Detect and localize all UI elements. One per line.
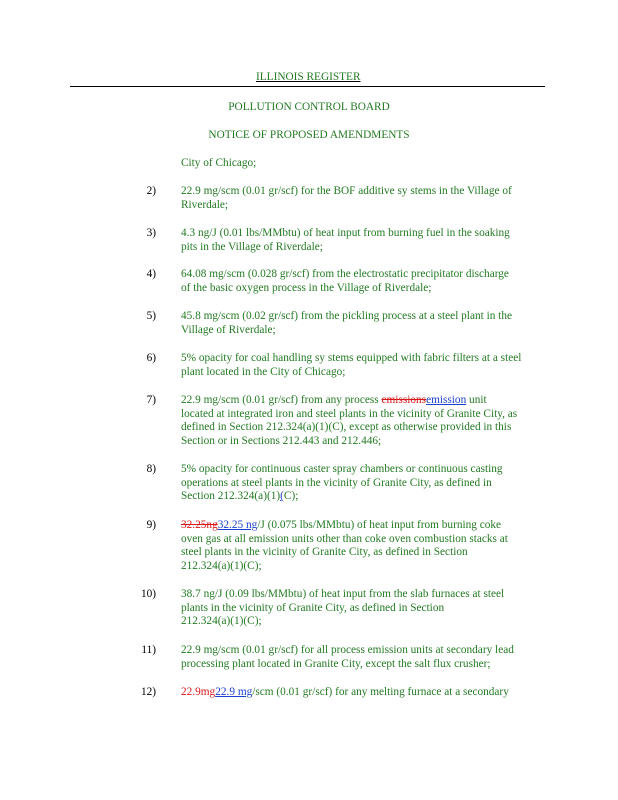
item-text [181, 588, 551, 629]
item-text [181, 268, 551, 295]
item-line: operations at steel plants in the vicinity of Granite City, as defined in [181, 476, 492, 489]
item-number: 4) [146, 268, 156, 280]
item-line: 64.08 mg/scm (0.028 gr/scf) from the electrostatic precipitator discharge [181, 268, 509, 280]
item-text [181, 644, 551, 671]
item-text [181, 185, 551, 212]
item-line: plant located in the City of Chicago; [181, 365, 346, 378]
item-number: 11) [141, 644, 156, 656]
board-name: POLLUTION CONTROL BOARD [228, 101, 390, 113]
item-line: processing plant located in Granite City, except the salt flux crusher; [181, 657, 491, 670]
item-line: 4.3 ng/J (0.01 lbs/MMbtu) of heat input from burning fuel in the soaking [181, 227, 510, 239]
deleted-text: 32.25ng [181, 519, 218, 531]
item-number: 7) [146, 394, 156, 406]
item-number: 3) [146, 227, 156, 239]
item-line: located at integrated iron and steel plants in the vicinity of Granite City, as [181, 407, 518, 420]
item-line: 38.7 ng/J (0.09 lbs/MMbtu) of heat input from the slab furnaces at steel [181, 588, 505, 600]
item-number: 8) [146, 463, 156, 475]
item-line-segment: /J (0.075 lbs/MMbtu) of heat input from burning coke [257, 519, 502, 531]
item-line-segment: /scm (0.01 gr/scf) for any melting furnace at a secondary [252, 686, 509, 698]
item-line: oven gas at all emission units other than coke oven combustion stacks at [181, 532, 508, 545]
item-text [181, 394, 551, 448]
item-number: 10) [140, 588, 156, 600]
item-line: 5% opacity for continuous caster spray chambers or continuous casting [181, 463, 503, 475]
item-line: 212.324(a)(1)(C); [181, 615, 262, 628]
item-number: 9) [146, 519, 156, 531]
item-number: 6) [146, 352, 156, 364]
item-number: 2) [146, 185, 156, 197]
item-line: Section or in Sections 212.443 and 212.446; [181, 434, 382, 447]
inserted-text: 22.9 mg [215, 686, 253, 698]
item-line: 45.8 mg/scm (0.02 gr/scf) from the pickling process at a steel plant in the [181, 310, 512, 322]
item-line: pits in the Village of Riverdale; [181, 240, 323, 253]
inserted-text: 32.25 ng [217, 519, 258, 531]
item-line-segment: unit [466, 394, 487, 406]
item-line: plants in the vicinity of Granite City, as defined in Section [181, 601, 445, 614]
item-text [181, 686, 551, 700]
item-line [181, 394, 551, 408]
item-line: Village of Riverdale; [181, 323, 276, 336]
item-text [181, 227, 551, 254]
deleted-text: emissions [381, 394, 427, 406]
item-line: of the basic oxygen process in the Village of Riverdale; [181, 281, 432, 294]
item-line: 22.9 mg/scm (0.01 gr/scf) for the BOF additive sy stems in the Village of [181, 185, 512, 197]
item-line-segment: Section 212.324(a)(1) [181, 490, 281, 503]
item-line: defined in Section 212.324(a)(1)(C), except as otherwise provided in this [181, 421, 512, 434]
inserted-text: emission [426, 394, 467, 406]
inserted-text: ( [280, 490, 284, 503]
item-text [181, 352, 551, 379]
item-line: 22.9 mg/scm (0.01 gr/scf) for all process emission units at secondary lead [181, 644, 514, 656]
item-text [181, 463, 551, 504]
register-title: ILLINOIS REGISTER [256, 71, 361, 83]
deleted-text: 22.9mg [181, 686, 216, 698]
item-line: Riverdale; [181, 198, 229, 211]
item-line [181, 686, 551, 700]
item-line [181, 519, 551, 533]
item-line [181, 490, 551, 504]
item-line-segment: 22.9 mg/scm (0.01 gr/scf) from any process [181, 394, 382, 406]
item-line: steel plants in the vicinity of Granite City, as defined in Section [181, 546, 468, 559]
register-header [70, 70, 545, 87]
item-number: 12) [140, 686, 156, 698]
intro-line: City of Chicago; [181, 157, 257, 169]
item-text [181, 310, 551, 337]
notice-title: NOTICE OF PROPOSED AMENDMENTS [208, 129, 410, 141]
item-number: 5) [146, 310, 156, 322]
item-text [181, 519, 551, 573]
item-line: 5% opacity for coal handling sy stems equipped with fabric filters at a steel [181, 352, 522, 364]
item-line: 212.324(a)(1)(C); [181, 559, 262, 572]
item-line-segment: C); [283, 490, 299, 503]
